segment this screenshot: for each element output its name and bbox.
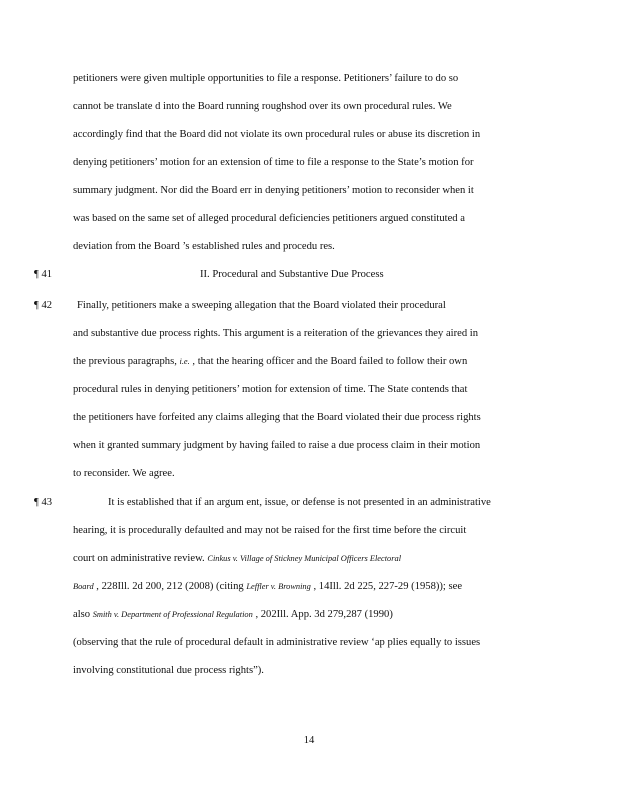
text-run: , that the hearing officer and the Board failed to follow their own [192, 356, 468, 367]
paragraph-42-line: Finally, petitioners make a sweeping allegation that the Board violated their procedural [77, 300, 446, 311]
paragraph-42-line: and substantive due process rights. This argument is a reiteration of the grievances they aired in [73, 328, 478, 339]
paragraph-42-line: to reconsider. We agree. [73, 468, 175, 479]
page-number: 14 [303, 735, 315, 746]
paragraph-42-line [73, 356, 467, 368]
paragraph-43-line: involving constitutional due process rights”). [73, 665, 264, 676]
paragraph-43-line [73, 609, 393, 621]
paragraph-number-41: ¶ 41 [34, 269, 53, 280]
case-citation: Board [73, 582, 94, 591]
paragraph-42-line: the petitioners have forfeited any claims alleging that the Board violated their due process rights [73, 412, 481, 423]
paragraph-42-line: procedural rules in denying petitioners’ motion for extension of time. The State contends that [73, 384, 468, 395]
carryover-line: denying petitioners’ motion for an extension of time to file a response to the State’s motion for [73, 157, 474, 168]
paragraph-43-line: (observing that the rule of procedural default in administrative review ‘ap plies equally to issues [73, 637, 481, 648]
carryover-line: petitioners were given multiple opportunities to file a response. Petitioners’ failure to do so [73, 73, 459, 84]
carryover-line: deviation from the Board ’s established rules and procedu res. [73, 241, 335, 252]
case-citation: Cinkus v. Village of Stickney Municipal Officers Electoral [207, 554, 402, 563]
section-heading: II. Procedural and Substantive Due Process [200, 269, 384, 280]
carryover-line: cannot be translate d into the Board running roughshod over its own procedural rules. We [73, 101, 452, 112]
carryover-line: accordingly find that the Board did not violate its own procedural rules or abuse its discretion in [73, 129, 481, 140]
carryover-line: was based on the same set of alleged procedural deficiencies petitioners argued constituted a [73, 213, 465, 224]
text-run: court on administrative review. [73, 553, 205, 564]
text-run: , 228Ill. 2d 200, 212 (2008) (citing [96, 581, 244, 592]
paragraph-42-line: when it granted summary judgment by having failed to raise a due process claim in their motion [73, 440, 481, 451]
paragraph-43-line [73, 553, 401, 565]
paragraph-43-line: hearing, it is procedurally defaulted and may not be raised for the first time before the circuit [73, 525, 467, 536]
italic-abbreviation: i.e. [179, 357, 190, 366]
paragraph-number-43: ¶ 43 [34, 497, 53, 508]
text-run: , 202Ill. App. 3d 279,287 (1990) [255, 609, 393, 620]
case-citation: Leffler v. Browning [246, 582, 311, 591]
text-run: also [73, 609, 91, 620]
paragraph-43-line: It is established that if an argum ent, issue, or defense is not presented in an administrative [108, 497, 491, 508]
case-citation: Smith v. Department of Professional Regulation [92, 610, 253, 619]
carryover-line: summary judgment. Nor did the Board err in denying petitioners’ motion to reconsider when it [73, 185, 474, 196]
paragraph-43-line [73, 581, 462, 593]
text-run: the previous paragraphs, [73, 356, 177, 367]
paragraph-number-42: ¶ 42 [34, 300, 53, 311]
text-run: , 14Ill. 2d 225, 227-29 (1958)); see [313, 581, 463, 592]
